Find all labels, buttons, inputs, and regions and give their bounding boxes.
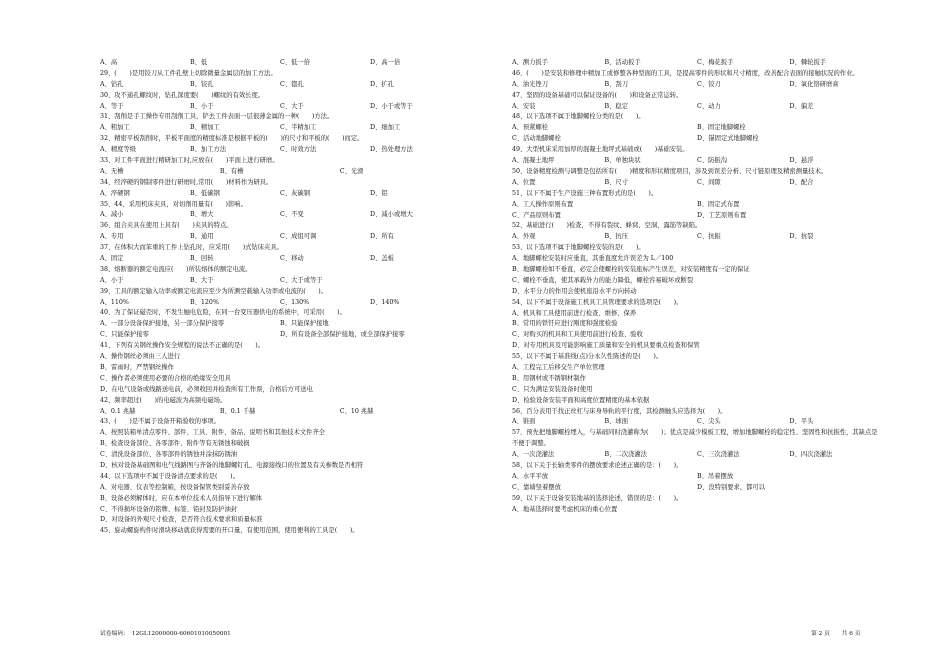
options-row <box>100 210 460 221</box>
question-line: 31、刮削是手工操作专用刮削工具，铲去工件表面一层很薄金属的一种( )方法。 <box>100 113 334 121</box>
option-text: A、小于 <box>100 276 124 284</box>
option-text: C、移动 <box>280 255 304 263</box>
question-line: A、地基选择时要考虑机床的重心位置 <box>512 505 618 513</box>
question-line: 34、经淬硬的钢制零件进行研磨时,常用( )材料作为研具。 <box>100 178 273 186</box>
question-line: C、只为满足安装设备时使用 <box>512 385 593 393</box>
question-line: 52、基础进行( )检查，不得有裂纹、蜂窝、空洞、露筋等缺陷。 <box>512 222 702 230</box>
options-row <box>100 276 460 287</box>
option-text: B、铰孔 <box>190 80 214 88</box>
option-text: B、活动扳手 <box>604 59 641 66</box>
option-text: D、扩孔 <box>370 80 394 88</box>
option-text: D、减小或增大 <box>370 211 413 219</box>
options-row <box>100 123 460 134</box>
question-line: A、地脚螺栓安装时应垂直，其垂直度允许误差为 L／100 <box>512 255 674 263</box>
question-line: B、检查设备部位、各零部件、附件等有无锈蚀和破损 <box>100 440 250 448</box>
question-line: C、螺栓不垂直，使其承载外力的能力降低，螺栓容易破坏或断裂 <box>512 276 694 284</box>
option-text: D、工艺原则布置 <box>697 211 747 219</box>
option-text: B、精加工 <box>190 124 220 132</box>
question-line: 48、以下选项不属于地脚螺栓分类的是( )。 <box>512 113 645 121</box>
option-text: B、球面 <box>604 418 629 426</box>
question-line: 58、以下关于长轴类零件的摆放要求论述正确的是：( )。 <box>512 462 683 470</box>
options-row <box>512 472 882 483</box>
question-line: 35、44、采用机床夹具，对切削用量有( )影响。 <box>100 200 247 208</box>
page-number-footer: 第 2 页 共 6 页 <box>811 631 861 637</box>
option-text: D、小于或等于 <box>370 102 413 110</box>
options-row <box>512 450 882 461</box>
option-text: B、刮刀 <box>604 80 629 88</box>
question-line: 38、熔断器的额定电流应( )所装熔体的额定电流。 <box>100 265 252 273</box>
options-row <box>512 232 882 243</box>
option-text: C、三次浇灌法 <box>697 451 740 459</box>
right-column <box>512 58 882 515</box>
option-text: B、低碳钢 <box>190 189 220 197</box>
question-line: C、清洗设备部位、各零部件的锈蚀并涂抹防锈油 <box>100 451 238 459</box>
option-text: C、130% <box>280 298 310 306</box>
option-text: B、二次浇灌法 <box>604 451 647 459</box>
question-line: 47、坚固的设备基础可以保证设备的( )和设备正常运转。 <box>512 91 683 99</box>
option-text: A、精度等级 <box>100 146 137 154</box>
option-text: A、0.1 兆赫 <box>100 407 136 415</box>
option-text: A、混凝土地坪 <box>512 157 555 165</box>
question-line: 39、工具的额定输入功率或额定电流应至少为所测空载输入功率或电流的( )。 <box>100 287 328 295</box>
option-text: C、抗振 <box>697 233 721 241</box>
question-line: A、机具和工具使用前进行检查、维修、保养 <box>512 309 637 317</box>
option-text: C、成组可调 <box>280 233 317 241</box>
option-text: A、锥面 <box>512 418 536 426</box>
option-text: D、氧化铬研磨膏 <box>789 80 839 88</box>
option-text: B、0.1 千赫 <box>219 407 256 415</box>
options-row <box>512 417 882 428</box>
question-line: 37、在体积大而笨重的工件上钻孔时，应采用( )式钻床夹具。 <box>100 244 283 252</box>
options-row <box>100 319 460 330</box>
option-text: D、热处理方法 <box>370 146 413 154</box>
option-text: C、只能保护接零 <box>100 331 149 339</box>
option-text: C、光滑 <box>339 167 364 175</box>
options-row <box>100 80 460 91</box>
option-text: A、一次浇灌法 <box>512 451 555 459</box>
option-text: A、高 <box>100 59 118 66</box>
option-text: A、粗加工 <box>100 124 130 132</box>
question-line: B、地脚螺栓如不垂直，必定会使螺栓的安装座标产生误差，对安装精度有一定的保证 <box>512 265 750 273</box>
option-text: D、细加工 <box>370 124 401 132</box>
option-text: D、所有 <box>370 233 394 241</box>
options-row <box>512 102 882 113</box>
options-row <box>512 211 882 222</box>
option-text: B、增大 <box>190 211 214 219</box>
question-line: A、工程完工后移交生产单位管理 <box>512 363 605 371</box>
question-line: D、核对设备基础图和电气线路图与齐备的地脚螺钉孔、电源接线口的位置及有关参数是否相符 <box>100 461 364 469</box>
option-text: C、大于或等于 <box>280 276 323 284</box>
option-text: C、低一倍 <box>280 59 311 66</box>
option-text: A、油光锉刀 <box>512 80 549 88</box>
option-text: A、一部分设备保护接地，另一部分保护接零 <box>100 320 225 328</box>
option-text: D、平头 <box>789 418 814 426</box>
options-row <box>512 134 882 145</box>
option-text: D、悬浮 <box>789 157 814 165</box>
option-text: D、锚固定式地脚螺栓 <box>697 135 759 143</box>
option-text: C、动力 <box>697 102 721 110</box>
question-line: A、按照装箱单清点零件、部件、工具、附件、备品、说明书和其他技术文件齐全 <box>100 429 325 437</box>
left-column <box>100 58 460 537</box>
option-text: A、外观 <box>512 233 536 241</box>
options-row <box>512 123 882 134</box>
option-text: C、梅花扳手 <box>697 59 734 66</box>
option-text: B、有槽 <box>219 167 244 175</box>
option-text: B、只能保护接地 <box>280 320 329 328</box>
option-text: C、10 兆赫 <box>339 407 374 415</box>
option-text: B、通用 <box>190 233 214 241</box>
question-line: 41、下列有关钢丝操作安全规程的说法不正确的是( )。 <box>100 342 265 350</box>
option-text: A、水平平放 <box>512 472 549 480</box>
question-line: 29、( )是用铰刀从工件孔壁上切除微量金属层的加工方法。 <box>100 69 277 77</box>
option-text: C、间隙 <box>697 178 721 186</box>
option-text: C、产品原则布置 <box>512 211 561 219</box>
option-text: B、小于 <box>190 102 214 110</box>
options-row <box>512 200 882 211</box>
option-text: B、低 <box>190 59 208 66</box>
question-line: 33、对工件平面进行精研加工时,应放在( )平面上进行研磨。 <box>100 157 279 165</box>
question-line: D、检验设备安装平面和高度位置精度的基本依据 <box>512 396 650 404</box>
option-text: C、铰刀 <box>697 80 721 88</box>
option-text: B、抗压 <box>604 233 629 241</box>
options-row <box>512 156 882 167</box>
options-row <box>100 58 460 69</box>
question-line: A、操作钢丝必须由三人进行 <box>100 353 181 361</box>
options-row <box>100 102 460 113</box>
option-text: B、固定地脚螺栓 <box>697 124 746 132</box>
options-row <box>100 232 460 243</box>
options-row <box>100 254 460 265</box>
option-text: A、安装 <box>512 102 536 110</box>
question-line: 57、预先把地脚螺栓埋入，与基础同时浇灌称为( )；优点是减少模板工程，增加地脚螺栓的稳定性、坚固性和抗振性，其缺点是不便于调整。 <box>512 429 878 448</box>
option-text: C、时效方法 <box>280 146 317 154</box>
option-text: C、不变 <box>280 211 304 219</box>
question-line: C、对购买的机具和工具使用前进行检查、验收 <box>512 331 643 339</box>
question-line: 32、精密平板刮削时，平板平面度的精度标准是根据平板的( )的尺寸和平板的( )而定。 <box>100 135 364 143</box>
question-line: B、常用的铁钎应进行刚度和强度检验 <box>512 320 618 328</box>
question-line: D、水平分力的作用会使机座沿水平方向转动 <box>512 287 637 295</box>
question-line: 49、大型机床采用加厚的混凝土地坪式基础或( )基础安装。 <box>512 146 689 154</box>
question-line: 30、攻不通孔螺纹时，钻孔深度要( )螺纹的有效长度。 <box>100 91 265 99</box>
option-text: A、位置 <box>512 178 536 186</box>
option-text: B、大于 <box>190 276 214 284</box>
option-text: D、盖板 <box>370 255 394 263</box>
option-text: D、高一倍 <box>370 59 401 66</box>
option-text: A、无槽 <box>100 167 124 175</box>
option-text: B、固定式布置 <box>697 200 740 208</box>
option-text: A、专用 <box>100 233 124 241</box>
option-text: B、单独块状 <box>604 157 641 165</box>
option-text: D、没特别要求，都可以 <box>697 483 766 491</box>
option-text: A、等于 <box>100 102 124 110</box>
question-line: 43、( )是不属于设备开箱验收的事项。 <box>100 418 220 426</box>
question-line: 40、为了保证磁壳时，不发生触电危险，在同一台变压器供电的系统中，可采用( )。 <box>100 309 346 317</box>
options-row <box>100 298 460 309</box>
option-text: B、尺寸 <box>604 178 629 186</box>
option-text: A、减小 <box>100 211 124 219</box>
question-line: 46、( )是安装和修理中精加工或修整各种型面的工具，是提高零件的形状和尺寸精度，改善配合表面的接触状况的作业。 <box>512 69 859 77</box>
options-row <box>512 178 882 189</box>
option-text: B、稳定 <box>604 102 629 110</box>
question-line: D、对专用机具及可能影响施工质量和安全的机具要重点检查和保管 <box>512 342 700 350</box>
option-text: C、灰碳钢 <box>280 189 311 197</box>
option-text: B、加工方法 <box>190 146 227 154</box>
option-text: D、配合 <box>789 178 814 186</box>
option-text: D、铝 <box>370 189 388 197</box>
options-row <box>512 483 882 494</box>
option-text: A、固定 <box>100 255 124 263</box>
options-row <box>100 145 460 156</box>
question-line: 51、以下不属于生产设施三种布置形式的是( )。 <box>512 189 658 197</box>
options-row <box>100 407 460 418</box>
option-text: C、防振沟 <box>697 157 728 165</box>
question-line: 53、以下选项不属于地脚螺栓安装的是( )。 <box>512 244 645 252</box>
option-text: D、抗裂 <box>789 233 814 241</box>
question-line: 59、以下关于设备安装地基的选择论述，错误的是：( )。 <box>512 494 683 502</box>
option-text: D、所有设备全部保护接地，或全部保护接零 <box>280 331 405 339</box>
exam-code-footer: 试卷编码： 12GL12000000-60601010050001 <box>100 631 231 637</box>
question-line: 45、旋动螺旋构件时滑块移动就获得需要的开口量，有使用范围，使用便利的工具是( )。 <box>100 527 359 535</box>
question-line: 50、设备精度检测与调整是包括所有( )精度和形状精度项目，涉及到误差分析、尺寸链原理及精密测量技术。 <box>512 167 828 175</box>
question-line: A、对电器、仪表等控制箱，按设备保管类别妥善存放 <box>100 483 250 491</box>
question-line: 56、百分表用于找正丝杠与床身导轨的平行度，其检测触头应选择为( )。 <box>512 407 727 415</box>
option-text: B、120% <box>190 298 219 306</box>
option-text: C、靠墙竖着摆放 <box>512 483 561 491</box>
question-line: 36、组合夹具在使用上具有( )夹具的特点。 <box>100 222 233 230</box>
question-line: 54、以下不属于设备施工机具工具管理要求的选项是( )。 <box>512 298 683 306</box>
option-text: D、棘轮扳手 <box>789 59 827 66</box>
question-line: 42、频率超过( )的电磁波为高频电磁场。 <box>100 396 227 404</box>
option-text: C、尖头 <box>697 418 721 426</box>
options-row <box>100 167 460 178</box>
option-text: D、偏差 <box>789 102 814 110</box>
option-text: C、锪孔 <box>280 80 304 88</box>
option-text: A、钻孔 <box>100 80 124 88</box>
option-text: A、淬硬钢 <box>100 189 130 197</box>
options-row <box>512 58 882 69</box>
option-text: D、140% <box>370 298 400 306</box>
question-line: 44、以下选项中不属于设备清点要求的是( )。 <box>100 472 239 480</box>
question-line: 55、以下不属于基准线(点)分永久性陈述的是( )。 <box>512 353 663 361</box>
option-text: A、工人操作原则布置 <box>512 200 574 208</box>
options-row <box>100 189 460 200</box>
options-row <box>512 80 882 91</box>
question-line: D、在电气设备或线路送电前，必须收回并检查所有工作票，合格后方可送电 <box>100 385 313 393</box>
option-text: C、大于 <box>280 102 304 110</box>
option-text: B、回转 <box>190 255 214 263</box>
question-line: C、不得损坏设备的铭牌、标签、铅封及防护油封 <box>100 505 238 513</box>
question-line: B、设备必须解体时，应在本单位技术人员指导下进行解体 <box>100 494 263 502</box>
option-text: A、测力扳手 <box>512 59 549 66</box>
options-row <box>100 330 460 341</box>
question-line: D、对设备的外观尺寸检查，是否符合技术要求和质量标准 <box>100 516 263 524</box>
option-text: D、四次浇灌法 <box>789 451 833 459</box>
question-line: B、用钢材或不锈钢材制作 <box>512 374 586 382</box>
option-text: A、预紧螺栓 <box>512 124 549 132</box>
option-text <box>370 276 460 287</box>
question-line: B、雷雨时，严禁钢丝操作 <box>100 363 174 371</box>
option-text: C、半精加工 <box>280 124 317 132</box>
option-text: B、吊着摆放 <box>697 472 734 480</box>
option-text: A、110% <box>100 298 129 306</box>
question-line: C、操作者必须使用必要的合格的绝缘安全用具 <box>100 374 231 382</box>
option-text: C、活动地脚螺栓 <box>512 135 561 143</box>
